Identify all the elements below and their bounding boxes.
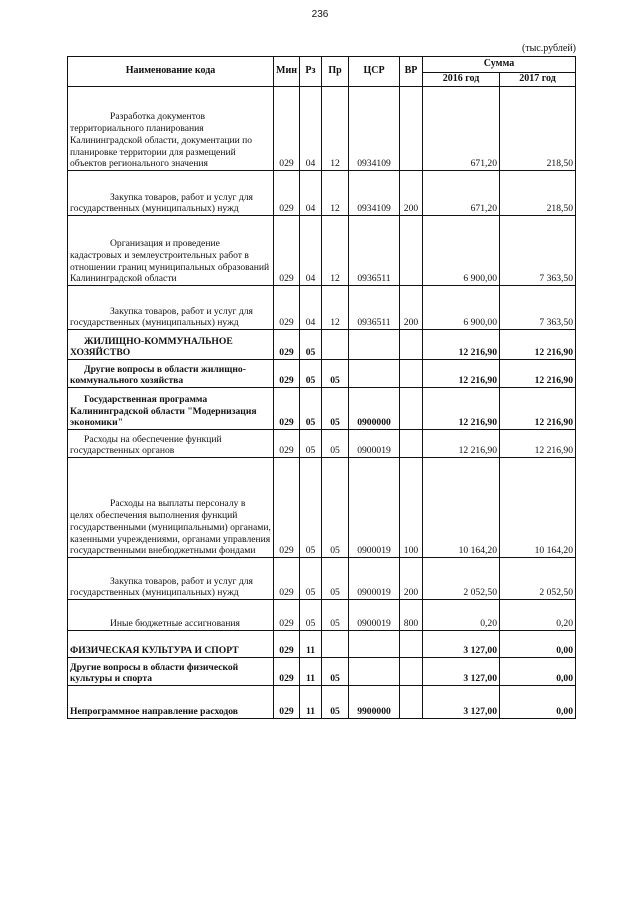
row-pr: 05 bbox=[322, 558, 349, 600]
row-rz: 04 bbox=[300, 216, 322, 286]
row-pr: 05 bbox=[322, 686, 349, 719]
row-2016: 671,20 bbox=[423, 171, 500, 216]
row-vr bbox=[400, 658, 423, 686]
row-2016: 6 900,00 bbox=[423, 216, 500, 286]
row-name: Непрограммное направление расходов bbox=[68, 686, 274, 719]
row-2017: 12 216,90 bbox=[500, 430, 576, 458]
row-2017: 7 363,50 bbox=[500, 286, 576, 330]
header-sum: Сумма bbox=[423, 57, 576, 73]
row-vr: 200 bbox=[400, 558, 423, 600]
row-vr bbox=[400, 330, 423, 360]
row-csr: 0936511 bbox=[349, 216, 400, 286]
row-name: Государственная программа Калининградской области "Модернизация экономики" bbox=[68, 388, 274, 430]
table-row bbox=[68, 631, 576, 658]
row-csr: 9900000 bbox=[349, 686, 400, 719]
row-2017: 0,00 bbox=[500, 631, 576, 658]
row-csr: 0900019 bbox=[349, 600, 400, 631]
row-pr: 12 bbox=[322, 286, 349, 330]
row-name: ФИЗИЧЕСКАЯ КУЛЬТУРА И СПОРТ bbox=[68, 631, 274, 658]
table-row bbox=[68, 330, 576, 360]
row-pr: 05 bbox=[322, 360, 349, 388]
row-csr bbox=[349, 631, 400, 658]
header-2016: 2016 год bbox=[423, 73, 500, 87]
units-label: (тыс.рублей) bbox=[521, 43, 576, 54]
row-min: 029 bbox=[274, 286, 300, 330]
row-pr: 12 bbox=[322, 216, 349, 286]
row-vr: 800 bbox=[400, 600, 423, 631]
row-vr bbox=[400, 686, 423, 719]
row-2017: 2 052,50 bbox=[500, 558, 576, 600]
row-pr: 05 bbox=[322, 458, 349, 558]
row-csr: 0900019 bbox=[349, 558, 400, 600]
row-min: 029 bbox=[274, 388, 300, 430]
row-name: Разработка документов территориального планирования Калининградской области, документации по планировке территории для размещений объектов регионального значения bbox=[68, 87, 274, 171]
row-2017: 12 216,90 bbox=[500, 388, 576, 430]
row-2017: 0,00 bbox=[500, 658, 576, 686]
row-min: 029 bbox=[274, 171, 300, 216]
row-csr bbox=[349, 658, 400, 686]
row-min: 029 bbox=[274, 87, 300, 171]
table-row bbox=[68, 171, 576, 216]
row-name: Закупка товаров, работ и услуг для государственных (муниципальных) нужд bbox=[68, 286, 274, 330]
row-pr: 12 bbox=[322, 171, 349, 216]
row-2017: 218,50 bbox=[500, 171, 576, 216]
row-min: 029 bbox=[274, 658, 300, 686]
row-2017: 0,00 bbox=[500, 686, 576, 719]
row-csr: 0900019 bbox=[349, 458, 400, 558]
row-vr bbox=[400, 631, 423, 658]
row-pr: 12 bbox=[322, 87, 349, 171]
table-row bbox=[68, 360, 576, 388]
row-2016: 10 164,20 bbox=[423, 458, 500, 558]
row-name: Расходы на обеспечение функций государственных органов bbox=[68, 430, 274, 458]
row-min: 029 bbox=[274, 360, 300, 388]
row-2017: 7 363,50 bbox=[500, 216, 576, 286]
row-rz: 05 bbox=[300, 360, 322, 388]
row-min: 029 bbox=[274, 558, 300, 600]
row-min: 029 bbox=[274, 216, 300, 286]
row-pr bbox=[322, 631, 349, 658]
row-vr: 200 bbox=[400, 171, 423, 216]
row-pr: 05 bbox=[322, 600, 349, 631]
row-rz: 11 bbox=[300, 658, 322, 686]
budget-table bbox=[67, 56, 576, 719]
row-rz: 05 bbox=[300, 458, 322, 558]
row-2016: 6 900,00 bbox=[423, 286, 500, 330]
row-2016: 12 216,90 bbox=[423, 330, 500, 360]
row-csr bbox=[349, 330, 400, 360]
row-csr bbox=[349, 360, 400, 388]
row-vr: 100 bbox=[400, 458, 423, 558]
header-name: Наименование кода bbox=[68, 57, 274, 87]
row-name: Иные бюджетные ассигнования bbox=[68, 600, 274, 631]
row-2017: 0,20 bbox=[500, 600, 576, 631]
row-2017: 10 164,20 bbox=[500, 458, 576, 558]
row-2016: 3 127,00 bbox=[423, 658, 500, 686]
row-2016: 3 127,00 bbox=[423, 686, 500, 719]
row-pr: 05 bbox=[322, 430, 349, 458]
table-row bbox=[68, 658, 576, 686]
row-csr: 0936511 bbox=[349, 286, 400, 330]
row-name: Расходы на выплаты персоналу в целях обеспечения выполнения функций государственными (муниципальными) органами, казенными учреждениями, органами управления государственными внебюджетными фондами bbox=[68, 458, 274, 558]
row-min: 029 bbox=[274, 631, 300, 658]
row-vr bbox=[400, 216, 423, 286]
header-rz: Рз bbox=[300, 57, 322, 87]
row-2016: 0,20 bbox=[423, 600, 500, 631]
row-2017: 218,50 bbox=[500, 87, 576, 171]
row-2016: 2 052,50 bbox=[423, 558, 500, 600]
row-rz: 11 bbox=[300, 631, 322, 658]
row-2016: 671,20 bbox=[423, 87, 500, 171]
row-min: 029 bbox=[274, 686, 300, 719]
row-rz: 05 bbox=[300, 430, 322, 458]
row-min: 029 bbox=[274, 600, 300, 631]
row-rz: 04 bbox=[300, 286, 322, 330]
row-min: 029 bbox=[274, 330, 300, 360]
table-row bbox=[68, 558, 576, 600]
row-name: Организация и проведение кадастровых и землеустроительных работ в отношении границ муниципальных образований Калининградской области bbox=[68, 216, 274, 286]
row-2017: 12 216,90 bbox=[500, 330, 576, 360]
row-vr: 200 bbox=[400, 286, 423, 330]
table-row bbox=[68, 458, 576, 558]
row-csr: 0934109 bbox=[349, 171, 400, 216]
header-2017: 2017 год bbox=[500, 73, 576, 87]
row-2016: 12 216,90 bbox=[423, 430, 500, 458]
table-row bbox=[68, 686, 576, 719]
table-row bbox=[68, 430, 576, 458]
row-name: Другие вопросы в области жилищно-коммунального хозяйства bbox=[68, 360, 274, 388]
table-row bbox=[68, 216, 576, 286]
row-csr: 0900000 bbox=[349, 388, 400, 430]
table-row bbox=[68, 87, 576, 171]
row-name: Закупка товаров, работ и услуг для государственных (муниципальных) нужд bbox=[68, 171, 274, 216]
row-2016: 3 127,00 bbox=[423, 631, 500, 658]
table-row bbox=[68, 600, 576, 631]
row-vr bbox=[400, 360, 423, 388]
row-pr: 05 bbox=[322, 658, 349, 686]
table-row bbox=[68, 388, 576, 430]
row-2017: 12 216,90 bbox=[500, 360, 576, 388]
row-name: ЖИЛИЩНО-КОММУНАЛЬНОЕ ХОЗЯЙСТВО bbox=[68, 330, 274, 360]
row-rz: 05 bbox=[300, 558, 322, 600]
page-number: 236 bbox=[311, 9, 329, 20]
row-csr: 0934109 bbox=[349, 87, 400, 171]
row-2016: 12 216,90 bbox=[423, 388, 500, 430]
table-row bbox=[68, 286, 576, 330]
header-min: Мин bbox=[274, 57, 300, 87]
row-2016: 12 216,90 bbox=[423, 360, 500, 388]
header-vr: ВР bbox=[400, 57, 423, 87]
row-vr bbox=[400, 87, 423, 171]
row-vr bbox=[400, 388, 423, 430]
row-min: 029 bbox=[274, 458, 300, 558]
header-csr: ЦСР bbox=[349, 57, 400, 87]
row-csr: 0900019 bbox=[349, 430, 400, 458]
header-pr: Пр bbox=[322, 57, 349, 87]
row-rz: 05 bbox=[300, 388, 322, 430]
row-rz: 04 bbox=[300, 171, 322, 216]
row-rz: 05 bbox=[300, 600, 322, 631]
row-vr bbox=[400, 430, 423, 458]
row-min: 029 bbox=[274, 430, 300, 458]
row-pr: 05 bbox=[322, 388, 349, 430]
row-rz: 04 bbox=[300, 87, 322, 171]
row-name: Закупка товаров, работ и услуг для государственных (муниципальных) нужд bbox=[68, 558, 274, 600]
row-name: Другие вопросы в области физической культуры и спорта bbox=[68, 658, 274, 686]
row-rz: 11 bbox=[300, 686, 322, 719]
row-pr bbox=[322, 330, 349, 360]
row-rz: 05 bbox=[300, 330, 322, 360]
